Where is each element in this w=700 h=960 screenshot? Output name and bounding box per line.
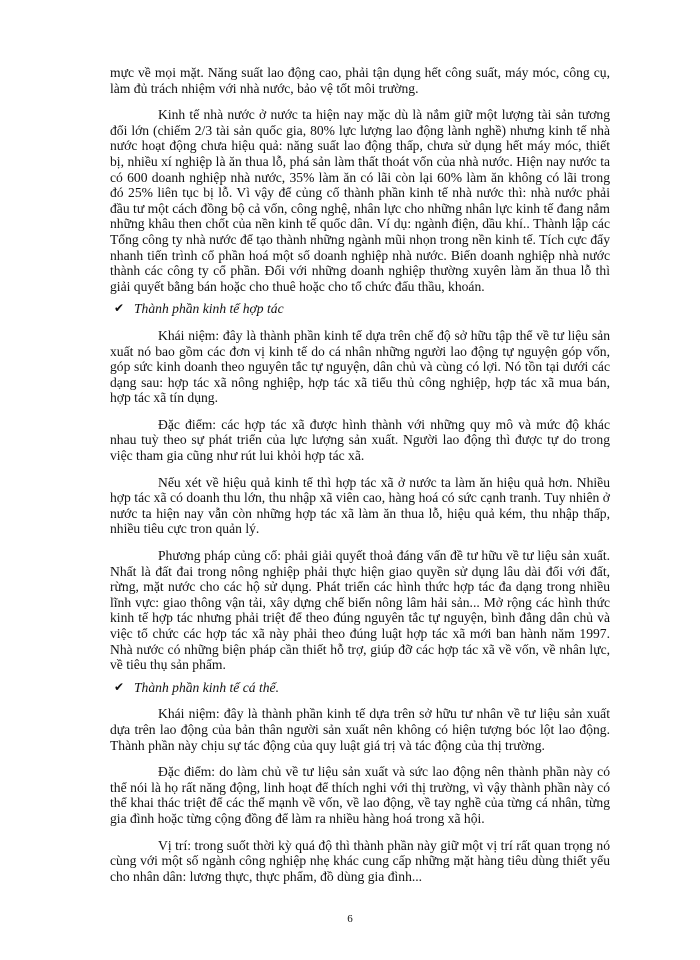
paragraph: Khái niệm: đây là thành phần kinh tế dựa trên sở hữu tư nhân về tư liệu sản xuất dựa trên lao động của bản thân người sản xuất nên không có hiện tượng bóc lột lao động. Thành phần này chịu sự tác động của quy luật giá trị và tác động của thị trường. — [110, 706, 610, 753]
checkmark-icon: ✔ — [113, 301, 125, 316]
section-heading — [110, 301, 610, 317]
checkmark-icon: ✔ — [113, 679, 125, 694]
paragraph: Vị trí: trong suốt thời kỳ quá độ thì thành phần này giữ một vị trí rất quan trọng nó cùng với một số ngành công nghiệp nhẹ khác cung cấp những mặt hàng tiêu dùng thiết yếu cho nhân dân: lương thực, thực phẩm, đồ dùng gia đình... — [110, 837, 610, 884]
page-number: 6 — [347, 913, 353, 925]
paragraph: Kinh tế nhà nước ở nước ta hiện nay mặc dù là nắm giữ một lượng tài sản tương đối lớn (chiếm 2/3 tài sản quốc gia, 80% lực lượng lao động lành nghề) nhưng kinh tế nhà nước hoạt động chưa hiệu quả: năng suất lao động thấp, chưa sử dụng hết máy móc, thiết bị, nhiều xí nghiệp là ăn thua lỗ, phá sản làm thất thoát vốn của nhà nước. Hiện nay nước ta có 600 doanh nghiệp nhà nước, 35% làm ăn có lãi còn lại 60% làm ăn không có lãi trong đó 25% liên tục bị lỗ. Vì vậy để củng cố thành phần kinh tế nhà nước thì: nhà nước phải đầu tư một cách đồng bộ cả vốn, công nghệ, nhân lực cho những nhân lực kinh tế đang nắm những khâu then chốt của nền kinh tế quốc dân. Ví dụ: ngành điện, dầu khí.. Thành lập các Tổng công ty nhà nước để tạo thành những ngành mũi nhọn trong nền kinh tế. Tích cực đẩy nhanh tiến trình cổ phần hoá một số doanh nghiệp nhà nước. Biến doanh nghiệp nhà nước thành các công ty cổ phần. Đối với những doanh nghiệp thường xuyên làm ăn thua lỗ thì giải quyết bằng bán hoặc cho thuê hoặc cho tổ chức đấu thầu, khoán. — [110, 107, 610, 294]
paragraph: Nếu xét về hiệu quả kinh tế thì hợp tác xã ở nước ta làm ăn hiệu quả hơn. Nhiều hợp tác xã có doanh thu lớn, thu nhập xã viên cao, hàng hoá có sức cạnh tranh. Tuy nhiên ở nước ta hiện nay vẫn còn những hợp tác xã làm ăn thua lỗ, hiệu quả kém, thu nhập thấp, nhiều tiêu cực tron quản lý. — [110, 474, 610, 537]
section-heading-text: Thành phần kinh tế hợp tác — [134, 301, 284, 317]
section-heading-text: Thành phần kinh tế cá thể. — [134, 679, 279, 695]
section-heading — [110, 680, 610, 696]
paragraph: Đặc điểm: các hợp tác xã được hình thành với những quy mô và mức độ khác nhau tuỳ theo sự phát triển của lực lượng sản xuất. Người lao động thì được tự do trong việc tham gia cũng như rút lui khỏi hợp tác xã. — [110, 416, 610, 464]
paragraph: Đặc điểm: do làm chủ về tư liệu sản xuất và sức lao động nên thành phần này có thể nói là họ rất năng động, linh hoạt để thích nghi với thị trường, vì vậy thành phần này có thể khai thác triệt để các thế mạnh về vốn, về lao động, về tay nghề của từng cá nhân, từng gia đình hoặc từng cộng đồng để làm ra nhiều hàng hoá trong xã hội. — [110, 764, 610, 826]
paragraph: Phương pháp củng cố: phải giải quyết thoả đáng vấn đề tư hữu về tư liệu sản xuất. Nhất là đất đai trong nông nghiệp phải thực hiện giao quyền sử dụng lâu dài đối với đất, rừng, mặt nước cho các hộ sử dụng. Phát triển các hình thức hợp tác đa dạng trong nhiều lĩnh vực: giao thông vận tải, xây dựng chế biến nông lâm hải sản... Mở rộng các hình thức kinh tế hợp tác nhưng phải triệt để theo đúng nguyên tắc tự nguyện, bình đẳng dân chủ và việc tổ chức các hợp tác xã này phải theo đúng luật hợp tác xã mới ban hành năm 1997. Nhà nước có những biện pháp cần thiết hỗ trợ, giúp đỡ các hợp tác xã về vốn, về nhân lực, về tiêu thụ sản phẩm. — [110, 548, 610, 673]
paragraph: mực về mọi mặt. Năng suất lao động cao, phải tận dụng hết công suất, máy móc, công cụ, làm đủ trách nhiệm với nhà nước, bảo vệ tốt môi trường. — [110, 65, 610, 96]
paragraph: Khái niệm: đây là thành phần kinh tế dựa trên chế độ sở hữu tập thể về tư liệu sản xuất nó bao gồm các đơn vị kinh tế do cá nhân những người lao động tự nguyện góp vốn, góp sức kinh doanh theo nguyên tắc tự nguyện, dân chủ và cùng có lợi. Nó tồn tại dưới các dạng sau: hợp tác xã nông nghiệp, hợp tác xã tiểu thủ công nghiệp, hợp tác xã mua bán, hợp tác xã tín dụng. — [110, 327, 610, 406]
page-content — [110, 65, 610, 884]
